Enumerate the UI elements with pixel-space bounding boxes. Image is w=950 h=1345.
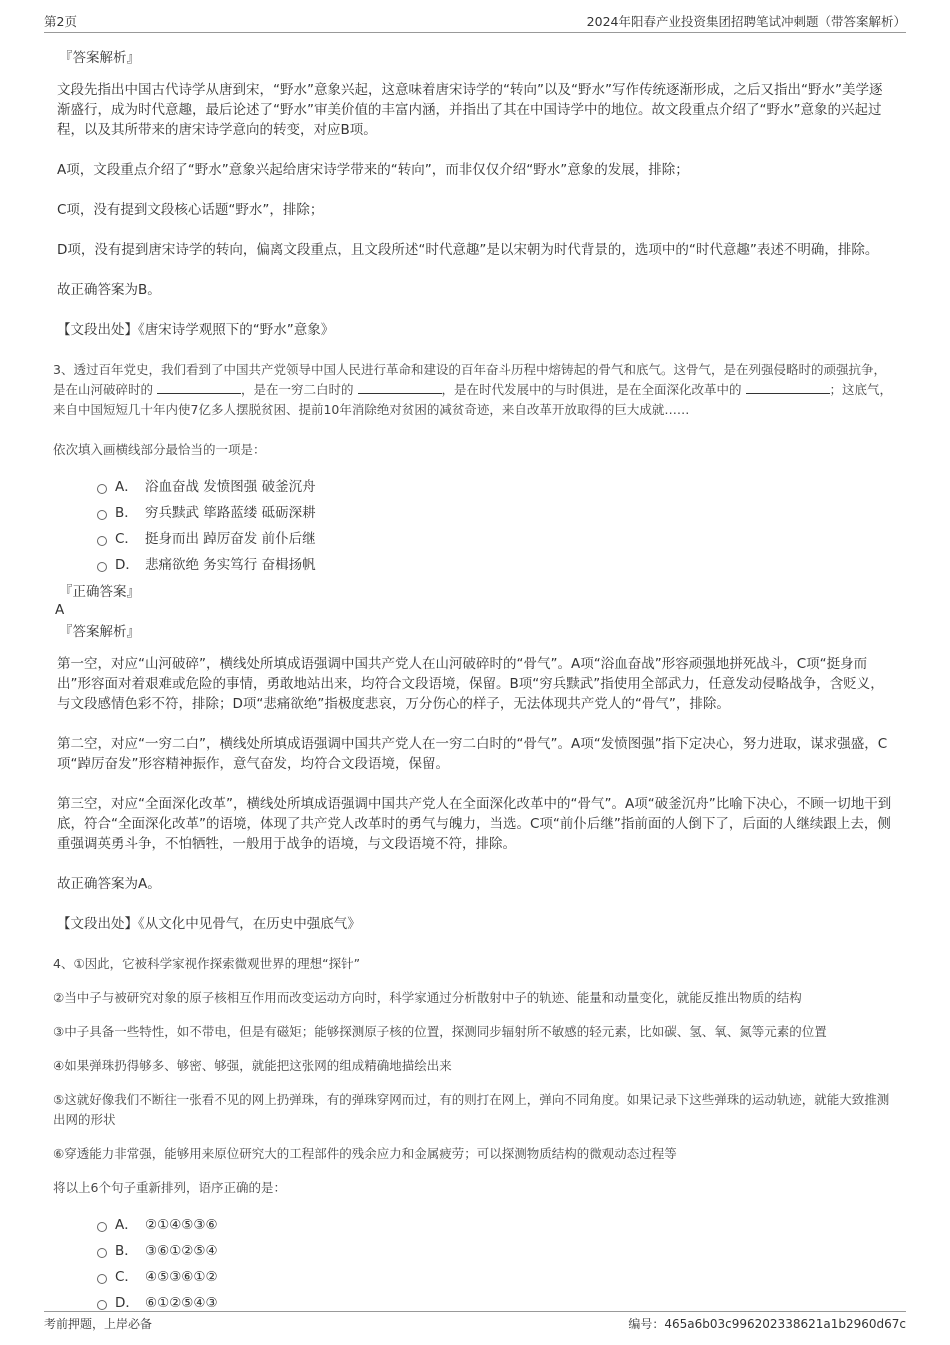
sentence-item: ②当中子与被研究对象的原子核相互作用而改变运动方向时，科学家通过分析散射中子的轨迹、能量和动量变化，就能反推出物质的结构	[53, 990, 802, 1005]
sentence-item: ⑥穿透能力非常强，能够用来原位研究大的工程部件的残余应力和金属疲劳；可以探测物质结构的微观动态过程等	[53, 1146, 677, 1161]
stem-text: 3、透过百年党史，我们看到了中国共产党领导中国人民进行革命和建设的百年奋斗历程中熔铸起的骨气和底气。这骨气，是在列强侵略时的顽强抗争，是在山河破碎时的	[53, 362, 886, 397]
page-header	[44, 10, 906, 33]
question-prompt: 将以上6个句子重新排列，语序正确的是：	[53, 1180, 286, 1195]
analysis-paragraph: 文段先指出中国古代诗学从唐到宋，“野水”意象兴起，这意味着唐宋诗学的“转向”以及“野水”写作传统逐渐形成，之后又指出“野水”美学逐渐盛行，成为时代意趣，最后论述了“野水”审美价值的丰富内涵，并指出了其在中国诗学中的地位。故文段重点介绍了“野水”意象的兴起过程，以及其所带来的唐宋诗学意向的转变，对应B项。	[57, 82, 883, 138]
sentence-item: 4、①因此，它被科学家视作探索微观世界的理想“探针”	[53, 956, 361, 971]
document-serial: 编号：465a6b03c996202338621a1b2960d67c	[628, 1317, 906, 1331]
option-c[interactable]: C． ④⑤③⑥①②	[97, 1264, 893, 1290]
analysis-paragraph: A项，文段重点介绍了“野水”意象兴起给唐宋诗学带来的“转向”，而非仅仅介绍“野水”意象的发展，排除；	[57, 162, 689, 178]
radio-button[interactable]	[97, 1300, 107, 1310]
analysis-paragraph: 第一空，对应“山河破碎”，横线处所填成语强调中国共产党人在山河破碎时的“骨气”。A项“浴血奋战”形容顽强地拼死战斗，C项“挺身而出”形容面对着艰难或危险的事情，勇敢地站出来，均符合文段语境，保留。B项“穷兵黩武”指使用全部武力，任意发动侵略战争，含贬义，与文段感情色彩不符，排除；D项“悲痛欲绝”指极度悲哀，万分伤心的样子，无法体现共产党人的“骨气”，排除。	[57, 656, 884, 712]
document-title: 2024年阳春产业投资集团招聘笔试冲刺题（带答案解析）	[586, 14, 906, 29]
stem-text: ，是在一穷二白时的	[241, 382, 354, 397]
analysis-paragraph: 故正确答案为B。	[57, 282, 161, 298]
radio-button[interactable]	[97, 562, 107, 572]
option-list	[97, 474, 893, 578]
analysis-paragraph: 第三空，对应“全面深化改革”，横线处所填成语强调中国共产党人在全面深化改革中的“骨气”。A项“破釜沉舟”比喻下决心，不顾一切地干到底，符合“全面深化改革”的语境，体现了共产党人改革时的勇气与魄力，当选。C项“前仆后继”指前面的人倒下了，后面的人继续跟上去，侧重强调英勇斗争，不怕牺牲，一般用于战争的语境，与文段语境不符，排除。	[57, 796, 892, 852]
option-b[interactable]: B． 穷兵黩武 筚路蓝缕 砥砺深耕	[97, 500, 893, 526]
analysis-paragraph: 故正确答案为A。	[57, 876, 161, 892]
page-footer	[44, 1311, 906, 1336]
blank-line	[746, 381, 830, 394]
option-a[interactable]: A． 浴血奋战 发愤图强 破釜沉舟	[97, 474, 893, 500]
sentence-item: ⑤这就好像我们不断往一张看不见的网上扔弹珠，有的弹珠穿网而过，有的则打在网上，弹向不同角度。如果记录下这些弹珠的运动轨迹，就能大致推测出网的形状	[53, 1092, 890, 1127]
analysis-paragraph: C项，没有提到文段核心话题“野水”，排除；	[57, 202, 324, 218]
analysis-tag: 『答案解析』	[59, 50, 140, 66]
question-prompt: 依次填入画横线部分最恰当的一项是：	[53, 442, 266, 457]
correct-answer: A	[55, 602, 65, 618]
radio-button[interactable]	[97, 1248, 107, 1258]
radio-button[interactable]	[97, 1222, 107, 1232]
analysis-paragraph: D项，没有提到唐宋诗学的转向，偏离文段重点，且文段所述“时代意趣”是以宋朝为时代背景的，选项中的“时代意趣”表述不明确，排除。	[57, 242, 879, 258]
source-citation: 【文段出处】《从文化中见骨气，在历史中强底气》	[57, 916, 361, 932]
stem-text: ，是在时代发展中的与时俱进，是在全面深化改革中的	[441, 382, 742, 397]
option-list	[97, 1212, 893, 1316]
analysis-tag: 『答案解析』	[59, 624, 140, 640]
radio-button[interactable]	[97, 510, 107, 520]
blank-line	[157, 381, 241, 394]
option-d[interactable]: D． ⑥①②⑤④③	[97, 1290, 893, 1316]
footer-slogan: 考前押题，上岸必备	[44, 1317, 153, 1331]
page-number: 第2页	[44, 14, 77, 29]
option-b[interactable]: B． ③⑥①②⑤④	[97, 1238, 893, 1264]
option-d[interactable]: D． 悲痛欲绝 务实笃行 奋楫扬帆	[97, 552, 893, 578]
stem-text: ；这底气，来自中国短短几十年内使7亿多人摆脱贫困、提前10年消除绝对贫困的减贫奇迹，来自改革开放取得的巨大成就……	[53, 382, 893, 417]
blank-line	[358, 381, 442, 394]
radio-button[interactable]	[97, 1274, 107, 1284]
option-a[interactable]: A． ②①④⑤③⑥	[97, 1212, 893, 1238]
page-content	[53, 40, 893, 1316]
option-c[interactable]: C． 挺身而出 踔厉奋发 前仆后继	[97, 526, 893, 552]
answer-tag: 『正确答案』	[59, 584, 140, 600]
sentence-item: ④如果弹珠扔得够多、够密、够强，就能把这张网的组成精确地描绘出来	[53, 1058, 452, 1073]
radio-button[interactable]	[97, 484, 107, 494]
analysis-paragraph: 第二空，对应“一穷二白”，横线处所填成语强调中国共产党人在一穷二白时的“骨气”。A项“发愤图强”指下定决心，努力进取，谋求强盛，C项“踔厉奋发”形容精神振作，意气奋发，均符合文段语境，保留。	[57, 736, 888, 772]
radio-button[interactable]	[97, 536, 107, 546]
source-citation: 【文段出处】《唐宋诗学观照下的“野水”意象》	[57, 322, 335, 338]
sentence-item: ③中子具备一些特性，如不带电，但是有磁矩；能够探测原子核的位置，探测同步辐射所不敏感的轻元素，比如碳、氢、氧、氮等元素的位置	[53, 1024, 827, 1039]
question-stem	[53, 360, 893, 420]
